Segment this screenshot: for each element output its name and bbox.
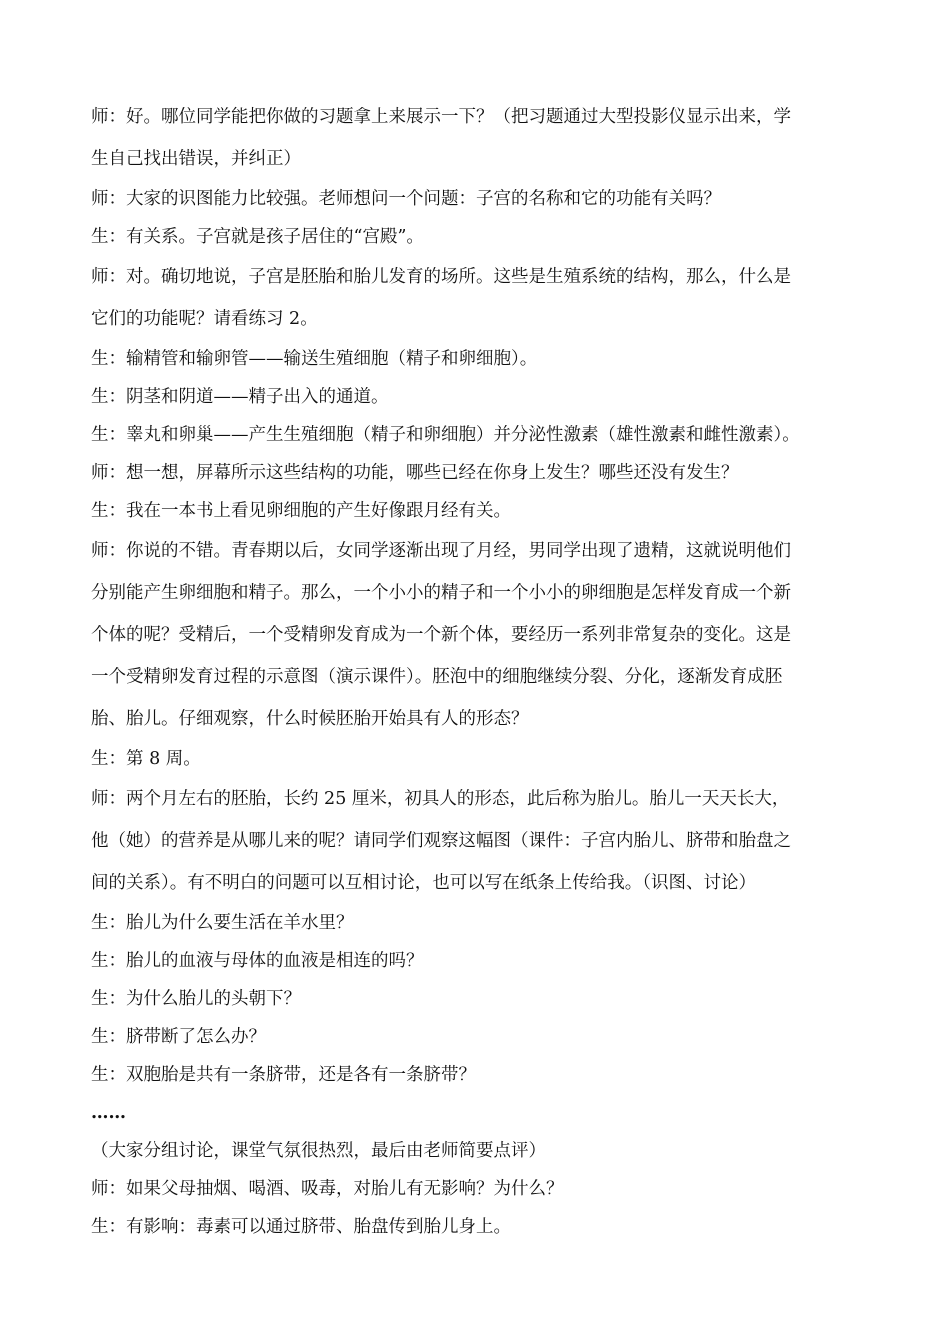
text-line: 师：两个月左右的胚胎，长约 25 厘米，初具人的形态，此后称为胎儿。胎儿一天天长大， (91, 789, 790, 809)
text-line: 生：第 8 周。 (91, 749, 201, 769)
text-line: 师：对。确切地说，子宫是胚胎和胎儿发育的场所。这些是生殖系统的结构，那么，什么是 (91, 267, 791, 287)
text-line: 师：好。哪位同学能把你做的习题拿上来展示一下？（把习题通过大型投影仪显示出来，学 (91, 107, 791, 127)
text-line: 分别能产生卵细胞和精子。那么，一个小小的精子和一个小小的卵细胞是怎样发育成一个新 (91, 583, 791, 603)
text-line: 一个受精卵发育过程的示意图（演示课件）。胚泡中的细胞继续分裂、分化，逐渐发育成胚 (91, 667, 783, 687)
text-line: 生：有影响：毒素可以通过脐带、胎盘传到胎儿身上。 (91, 1217, 511, 1237)
text-line: 生：胎儿的血液与母体的血液是相连的吗？ (91, 951, 424, 971)
text-line: （大家分组讨论，课堂气氛很热烈，最后由老师简要点评） (91, 1141, 546, 1161)
text-line: 个体的呢？受精后，一个受精卵发育成为一个新个体，要经历一系列非常复杂的变化。这是 (91, 625, 791, 645)
text-line: 生：输精管和输卵管——输送生殖细胞（精子和卵细胞）。 (91, 349, 538, 369)
text-line: 生：双胞胎是共有一条脐带，还是各有一条脐带？ (91, 1065, 476, 1085)
text-line: 生：胎儿为什么要生活在羊水里？ (91, 913, 354, 933)
text-line: 胎、胎儿。仔细观察，什么时候胚胎开始具有人的形态？ (91, 709, 529, 729)
text-line: 师：想一想，屏幕所示这些结构的功能，哪些已经在你身上发生？哪些还没有发生？ (91, 463, 739, 483)
text-line: 师：大家的识图能力比较强。老师想问一个问题：子宫的名称和它的功能有关吗？ (91, 189, 721, 209)
text-line: 师：如果父母抽烟、喝酒、吸毒，对胎儿有无影响？为什么？ (91, 1179, 564, 1199)
text-line: 生：有关系。子宫就是孩子居住的“宫殿”。 (91, 227, 424, 247)
text-line: 生：我在一本书上看见卵细胞的产生好像跟月经有关。 (91, 501, 511, 521)
text-line: 生：为什么胎儿的头朝下？ (91, 989, 301, 1009)
text-line: 它们的功能呢？请看练习 2。 (91, 309, 318, 329)
text-line: 他（她）的营养是从哪儿来的呢？请同学们观察这幅图（课件：子宫内胎儿、脐带和胎盘之 (91, 831, 791, 851)
text-line: 间的关系）。有不明白的问题可以互相讨论，也可以写在纸条上传给我。（识图、讨论） (91, 873, 756, 893)
ellipsis-line: …… (91, 1103, 126, 1123)
text-line: 生：睾丸和卵巢——产生生殖细胞（精子和卵细胞）并分泌性激素（雄性激素和雌性激素）。 (91, 425, 800, 445)
document-body (91, 96, 881, 1246)
text-line: 生：脐带断了怎么办？ (91, 1027, 266, 1047)
text-line: 生：阴茎和阴道——精子出入的通道。 (91, 387, 389, 407)
text-line: 师：你说的不错。青春期以后，女同学逐渐出现了月经，男同学出现了遗精，这就说明他们 (91, 541, 791, 561)
text-line: 生自己找出错误，并纠正） (91, 149, 301, 169)
